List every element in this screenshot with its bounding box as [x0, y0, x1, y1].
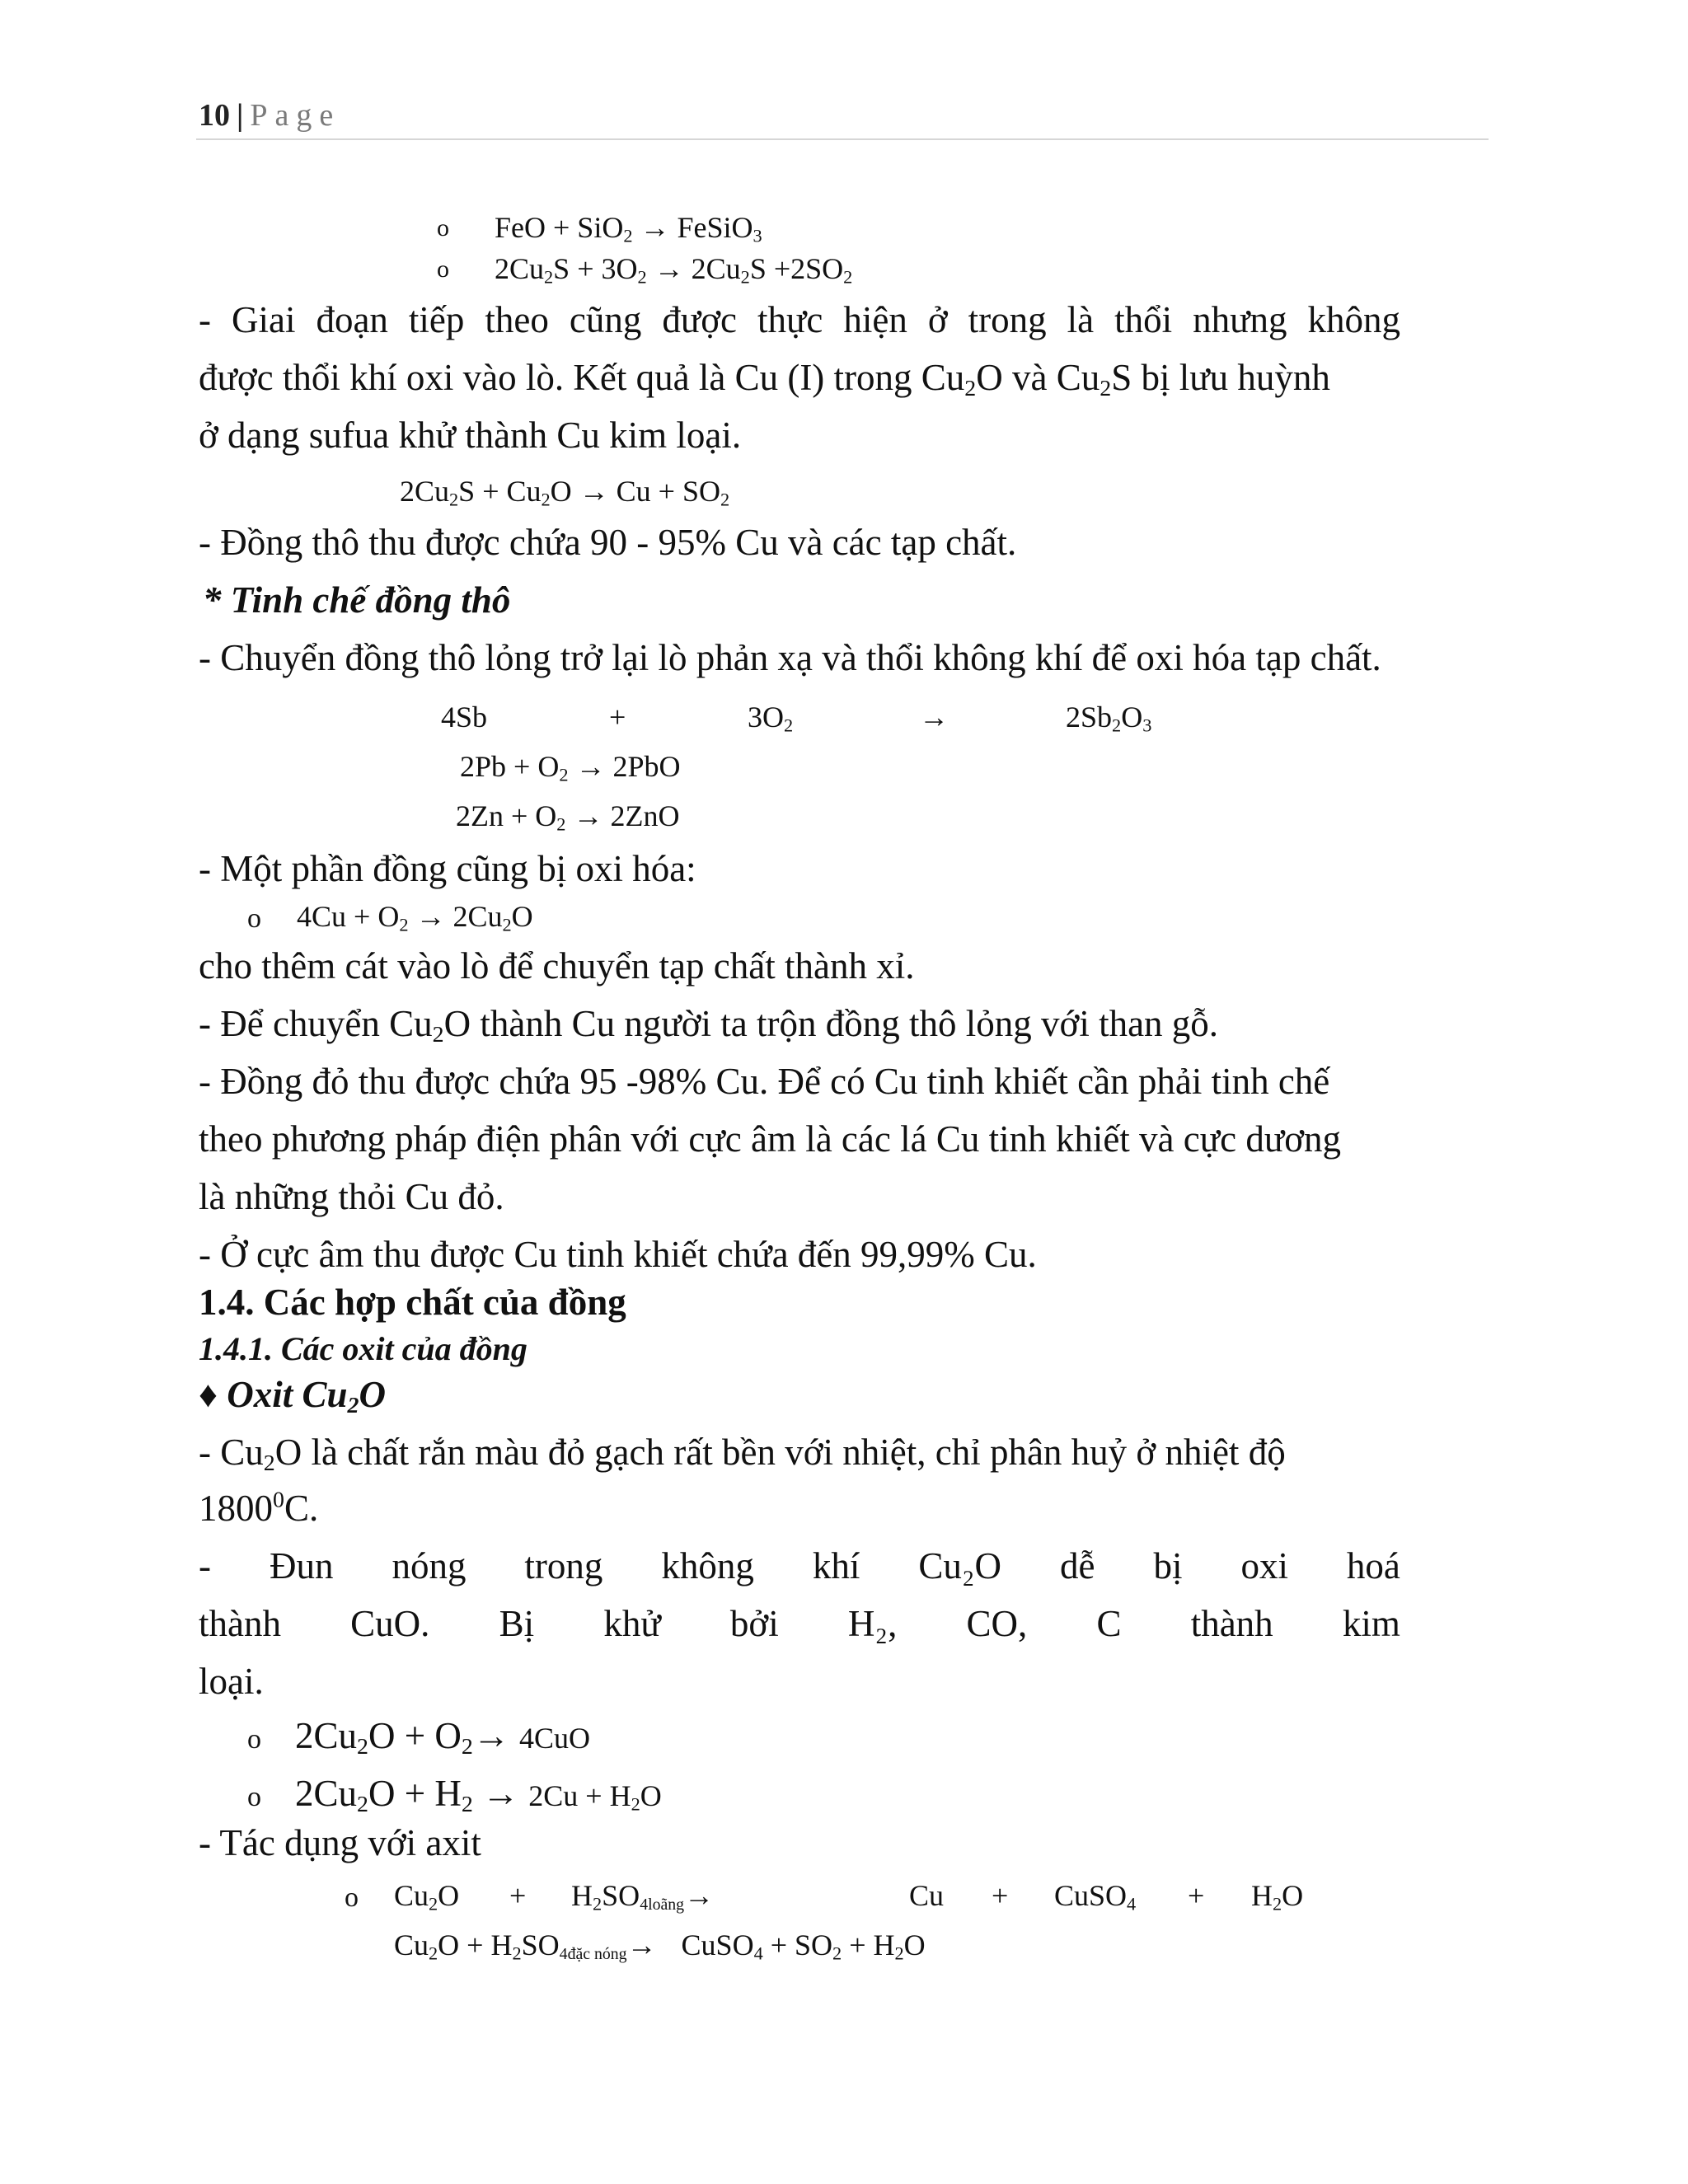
- eq-acid1-plus: +: [509, 1879, 527, 1912]
- bullet-marker: o: [437, 255, 449, 283]
- paragraph-line: - $Cu_2O$ là chất rắn màu đỏ gạch rất bền với nhiệt, chỉ phân huỷ ở nhiệt độ: [199, 1432, 1286, 1476]
- paragraph-line: - Giai đoạn tiếp theo cũng được thực hiện ở trong là thổi nhưng không: [199, 299, 1400, 340]
- eq-acid1-cuso4: CuSO$_4$: [1054, 1879, 1137, 1915]
- paragraph-line: là những thỏi Cu đỏ.: [199, 1176, 504, 1217]
- paragraph-line: - Đồng đỏ thu được chứa 95 -98% Cu. Để có Cu tinh khiết cần phải tinh chế: [199, 1061, 1330, 1102]
- eq-sb-reactant: 4Sb: [441, 701, 488, 733]
- eq-acid1-plus: +: [992, 1879, 1009, 1912]
- equation-pb: $2Pb + O_2 \to 2PbO$: [460, 750, 681, 785]
- header-separator: |: [237, 98, 244, 133]
- paragraph-line: - Đồng thô thu được chứa 90 - 95% Cu và các tạp chất.: [199, 522, 1017, 563]
- header-rule: [196, 138, 1489, 140]
- equation-feo-sio2: FeO + SiO$_2$ → FeSiO$_3$: [495, 211, 762, 246]
- equation-cu2o-hydrogen: $2Cu_2O + H_2 \to 2Cu + H_2O$: [295, 1773, 662, 1817]
- paragraph-justified-line: thành CuO. Bị khử bởi H₂, CO, C thành kim: [199, 1603, 1400, 1644]
- equation-feo-bullet-line: [437, 216, 449, 241]
- paragraph-line: theo phương pháp điện phân với cực âm là các lá Cu tinh khiết và cực dương: [199, 1118, 1342, 1160]
- eq-acid1-h2o: $H_2O$: [1251, 1879, 1304, 1915]
- page-number: 10: [199, 98, 230, 133]
- eq-sb-plus: +: [609, 701, 626, 733]
- paragraph-line: - Tác dụng với axit: [199, 1822, 481, 1863]
- eq-acid1-cu: Cu: [909, 1879, 945, 1912]
- equation-reduction: $2Cu_2S + Cu_2O \to Cu + SO_2$: [400, 475, 730, 510]
- eq-sb-oxygen: $3O_2$: [748, 701, 794, 736]
- equation-acid-bullet: o: [345, 1882, 359, 1913]
- equation-cu2s-o2: $2Cu_2S + 3O_2 \to 2Cu_2S +2SO_2$: [495, 252, 853, 288]
- paragraph-line: được thổi khí oxi vào lò. Kết quả là Cu (I) trong $Cu_2O$ và $Cu_2S$ bị lưu huỳnh: [199, 357, 1330, 401]
- paragraph-line: 1800$^0$C.: [199, 1487, 319, 1529]
- paragraph-line: - Chuyển đồng thô lỏng trở lại lò phản xạ và thổi không khí để oxi hóa tạp chất.: [199, 637, 1381, 678]
- eq-sb-arrow: →: [919, 701, 949, 733]
- paragraph-line: - Ở cực âm thu được Cu tinh khiết chứa đến 99,99% Cu.: [199, 1234, 1037, 1275]
- equation-cu2s-bullet-line: [437, 257, 449, 282]
- equation-zn: $2Zn + O_2 \to 2ZnO$: [456, 799, 680, 835]
- paragraph-line: - Một phần đồng cũng bị oxi hóa:: [199, 848, 696, 889]
- paragraph-justified-line: - Đun nóng trong không khí Cu₂O dễ bị oxi hoá: [199, 1545, 1400, 1586]
- eq-acid1-plus: +: [1188, 1879, 1205, 1912]
- equation-cu-ox-bullet: o: [247, 903, 261, 934]
- section-heading-refine: * Tinh chế đồng thô: [203, 579, 511, 621]
- equation-acid-concentrated: $Cu_2O + H_2SO_{4đặc nóng}\to$ CuSO$_4$ + $SO_2 + H_2O$: [394, 1929, 926, 1964]
- eq-acid1-h2so4: $H_2SO_{4loãng}\to$: [571, 1879, 715, 1915]
- paragraph-line: cho thêm cát vào lò để chuyển tạp chất thành xỉ.: [199, 945, 915, 987]
- paragraph-line: - Để chuyển $Cu_2O$ thành Cu người ta trộn đồng thô lỏng với than gỗ.: [199, 1003, 1219, 1047]
- equation-cu-oxidation: $4Cu + O_2 \to 2Cu_2O$: [297, 900, 533, 935]
- equation-ox1-bullet: o: [247, 1724, 261, 1755]
- eq-sb-product: $2Sb_2O_3$: [1066, 701, 1152, 736]
- eq-acid1-cu2o: $Cu_2O$: [394, 1879, 460, 1915]
- bullet-marker: o: [437, 214, 449, 241]
- section-heading-1-4-1: 1.4.1. Các oxit của đồng: [199, 1330, 528, 1367]
- paragraph-line: loại.: [199, 1661, 264, 1702]
- section-heading-cu2o: ♦ Oxit $Cu_2O$: [199, 1374, 386, 1418]
- section-heading-1-4: 1.4. Các hợp chất của đồng: [199, 1282, 626, 1323]
- equation-ox2-bullet: o: [247, 1782, 261, 1812]
- equation-cu2o-oxidation: $2Cu_2O + O_2\to 4CuO$: [295, 1715, 591, 1760]
- page-header: [199, 97, 340, 134]
- paragraph-line: ở dạng sufua khử thành Cu kim loại.: [199, 415, 742, 456]
- page-word: Page: [250, 98, 341, 133]
